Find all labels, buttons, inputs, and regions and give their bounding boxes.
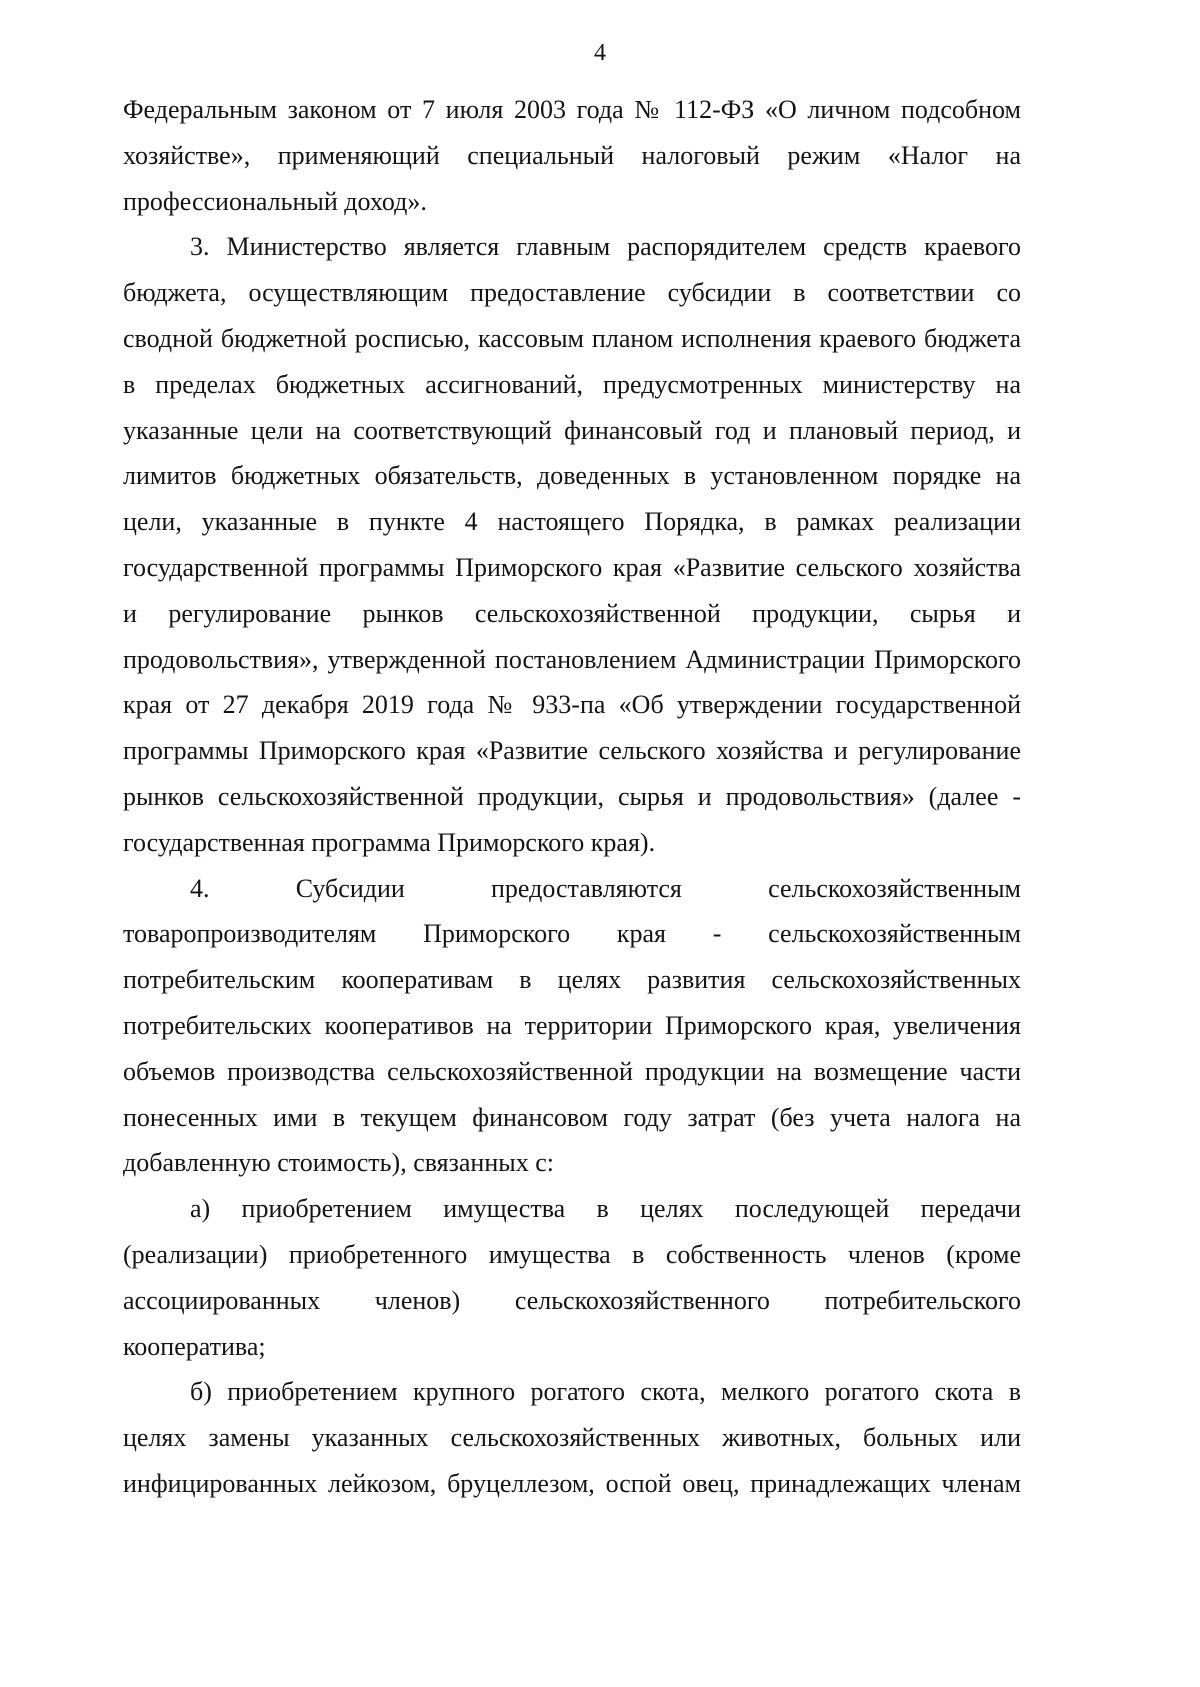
text-line: рынков сельскохозяйственной продукции, сырья и продовольствия» (далее - [123, 781, 1021, 811]
text-line: целях замены указанных сельскохозяйственных животных, больных или [123, 1423, 1021, 1453]
paragraph-4b [123, 1369, 1021, 1506]
text-line: указанные цели на соответствующий финансовый год и плановый период, и [123, 415, 1021, 445]
text-line: (реализации) приобретенного имущества в собственность членов (кроме [123, 1239, 1021, 1269]
text-line: добавленную стоимость), связанных с: [123, 1148, 554, 1178]
text-line: инфицированных лейкозом, бруцеллезом, оспой овец, принадлежащих членам [123, 1468, 1021, 1498]
text-line: товаропроизводителям Приморского края - сельскохозяйственным [123, 919, 1021, 949]
text-line: и регулирование рынков сельскохозяйственной продукции, сырья и [123, 598, 1021, 628]
text-line: цели, указанные в пункте 4 настоящего Порядка, в рамках реализации [123, 507, 1021, 537]
text-line: программы Приморского края «Развитие сельского хозяйства и регулирование [123, 736, 1021, 766]
text-line: бюджета, осуществляющим предоставление субсидии в соответствии со [123, 278, 1021, 308]
text-line: ассоциированных членов) сельскохозяйственного потребительского [123, 1285, 1021, 1315]
paragraph-4 [123, 866, 1021, 1187]
text-line: кооператива; [123, 1331, 266, 1361]
text-line: сводной бюджетной росписью, кассовым планом исполнения краевого бюджета [123, 323, 1021, 353]
page-number: 4 [594, 40, 606, 66]
text-line: потребительских кооперативов на территории Приморского края, увеличения [123, 1010, 1021, 1040]
text-line: потребительским кооперативам в целях развития сельскохозяйственных [123, 965, 1021, 995]
text-line: б) приобретением крупного рогатого скота, мелкого рогатого скота в [190, 1377, 1021, 1407]
paragraph-3 [123, 224, 1021, 865]
text-line: 3. Министерство является главным распорядителем средств краевого [190, 232, 1021, 262]
text-line: профессиональный доход». [123, 186, 427, 216]
paragraph-continuation [123, 87, 1021, 224]
paragraph-4a [123, 1186, 1021, 1369]
text-line: 4. Субсидии предоставляются сельскохозяйственным [190, 873, 1021, 903]
text-line: а) приобретением имущества в целях последующей передачи [190, 1194, 1021, 1224]
text-line: лимитов бюджетных обязательств, доведенных в установленном порядке на [123, 461, 1021, 491]
text-line: объемов производства сельскохозяйственной продукции на возмещение части [123, 1056, 1021, 1086]
text-line: государственной программы Приморского края «Развитие сельского хозяйства [123, 552, 1021, 582]
text-line: понесенных ими в текущем финансовом году затрат (без учета налога на [123, 1102, 1021, 1132]
document-body [123, 87, 1021, 1507]
text-line: хозяйстве», применяющий специальный налоговый режим «Налог на [123, 140, 1021, 170]
text-line: Федеральным законом от 7 июля 2003 года № 112-ФЗ «О личном подсобном [123, 95, 1021, 124]
text-line: края от 27 декабря 2019 года № 933-па «Об утверждении государственной [123, 690, 1021, 720]
text-line: продовольствия», утвержденной постановлением Администрации Приморского [123, 644, 1021, 674]
text-line: государственная программа Приморского края). [123, 827, 656, 857]
text-line: в пределах бюджетных ассигнований, предусмотренных министерству на [123, 369, 1021, 399]
